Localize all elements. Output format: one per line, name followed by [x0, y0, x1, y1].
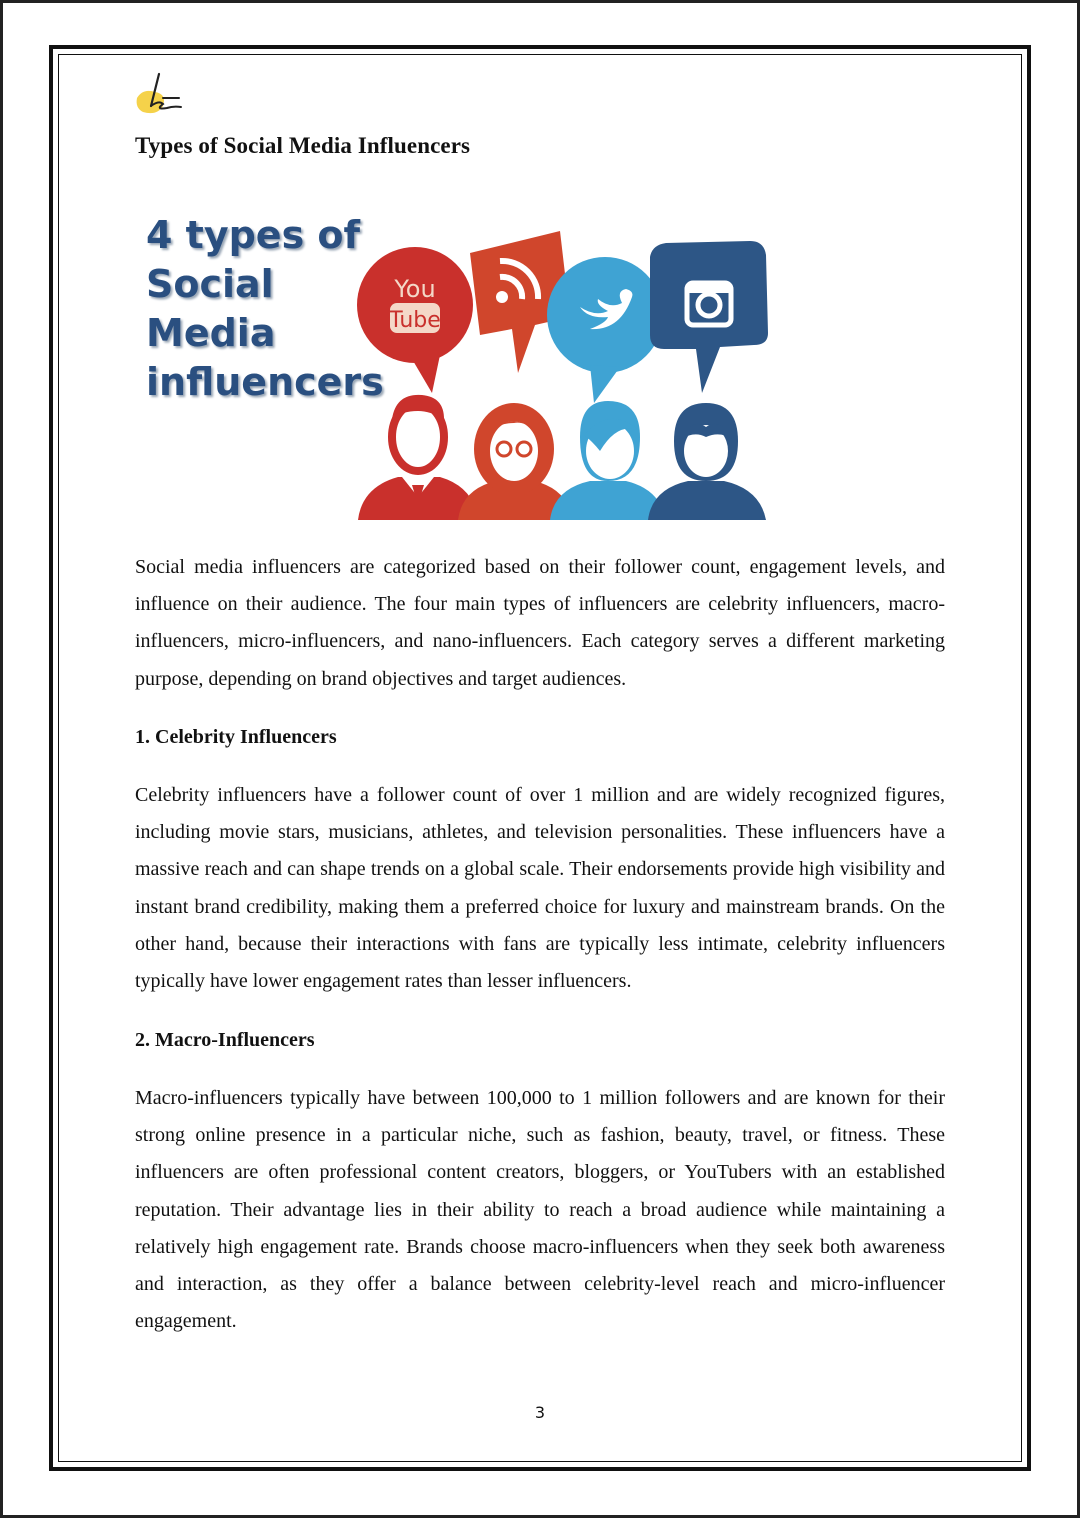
youtube-text-you: You — [394, 275, 436, 303]
section-heading-celebrity: 1. Celebrity Influencers — [135, 726, 337, 748]
page-number: 3 — [534, 1403, 546, 1422]
person-dark-blue — [648, 403, 766, 520]
twitter-bubble — [547, 257, 663, 403]
section-heading-macro: 2. Macro-Influencers — [135, 1029, 315, 1051]
intro-paragraph: Social media influencers are categorized based on their follower count, engagement levels, and influence on their audience. The four main types of influencers are celebrity influencers, macro-influencers, micro-influencers, and nano-influencers. Each category serves a different marketing purpose, depending on brand objectives and target audiences. — [135, 556, 945, 690]
person-red — [358, 395, 478, 520]
person-orange — [458, 403, 572, 520]
figure-title-line-1: 4 types of — [146, 213, 361, 257]
influencer-types-figure — [140, 205, 780, 525]
figure-title-line-2: Social — [146, 262, 274, 306]
figure-title-line-3: Media — [146, 311, 276, 355]
pen-logo-icon — [133, 70, 189, 118]
figure-title-line-4: influencers — [146, 360, 384, 404]
youtube-text-tube: Tube — [389, 308, 441, 333]
rss-icon — [496, 291, 508, 303]
section-body-macro: Macro-influencers typically have between 100,000 to 1 million followers and are known for their strong online presence in a particular niche, such as fashion, beauty, travel, or fitness. These influencers are often professional content creators, bloggers, or YouTubers with an established reputation. Their advantage lies in their ability to reach a broad audience while maintaining a relatively high engagement rate. Brands choose macro-influencers when they seek both awareness and interaction, as they offer a balance between celebrity-level reach and micro-influencer engagement. — [135, 1087, 945, 1333]
instagram-bubble — [650, 241, 768, 393]
document-title: Types of Social Media Influencers — [135, 133, 471, 158]
figure-title — [146, 211, 384, 407]
person-light-blue — [550, 401, 666, 520]
section-body-celebrity: Celebrity influencers have a follower count of over 1 million and are widely recognized figures, including movie stars, musicians, athletes, and television personalities. These influencers have a massive reach and can shape trends on a global scale. Their endorsements provide high visibility and instant brand credibility, making them a preferred choice for luxury and mainstream brands. On the other hand, because their interactions with fans are typically less intimate, celebrity influencers typically have lower engagement rates than lesser influencers. — [135, 784, 945, 993]
